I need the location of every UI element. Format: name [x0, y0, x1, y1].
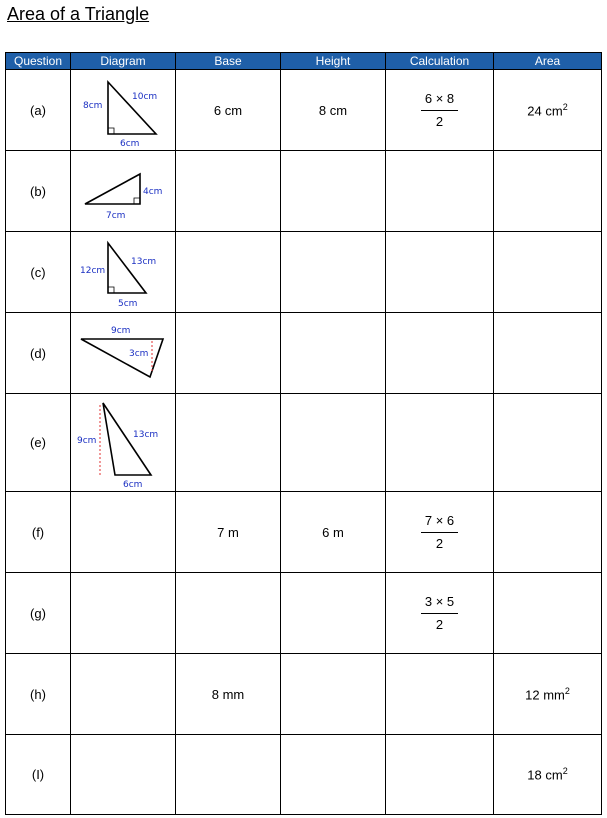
triangle-diagram — [73, 72, 173, 148]
table-row — [6, 70, 602, 151]
calculation-cell — [386, 232, 494, 313]
header-area: Area — [494, 53, 602, 70]
area-cell — [494, 313, 602, 394]
table-row — [6, 394, 602, 492]
side-label: 13cm — [131, 257, 157, 267]
side-label: 10cm — [132, 92, 158, 102]
diagram-cell — [71, 232, 176, 313]
area-exponent: 2 — [562, 766, 568, 777]
page-title: Area of a Triangle — [7, 4, 150, 24]
diagram-cell — [71, 573, 176, 654]
table-row — [6, 573, 602, 654]
table-row — [6, 313, 602, 394]
diagram-cell — [71, 492, 176, 573]
side-label: 5cm — [118, 299, 138, 309]
base-cell — [176, 313, 281, 394]
fraction — [421, 90, 458, 131]
height-cell — [281, 735, 386, 815]
calculation-cell — [386, 573, 494, 654]
area-cell — [494, 573, 602, 654]
calculation-cell — [386, 394, 494, 492]
question-label: (g) — [6, 573, 71, 654]
area-value: 12 mm — [525, 687, 565, 703]
triangle-diagram — [73, 395, 173, 491]
denominator: 2 — [435, 535, 444, 551]
denominator: 2 — [435, 113, 444, 129]
table-row — [6, 654, 602, 735]
denominator: 2 — [435, 616, 444, 632]
header-row — [6, 53, 602, 70]
table-row — [6, 492, 602, 573]
height-cell: 6 m — [281, 492, 386, 573]
question-label: (c) — [6, 232, 71, 313]
table-row — [6, 151, 602, 232]
numerator: 3 × 5 — [421, 593, 458, 614]
area-cell — [494, 654, 602, 735]
triangle-diagram — [73, 315, 173, 391]
side-label: 7cm — [106, 211, 126, 221]
question-label: (f) — [6, 492, 71, 573]
calculation-cell — [386, 654, 494, 735]
numerator: 6 × 8 — [421, 90, 458, 111]
area-value: 18 cm — [527, 767, 563, 783]
side-label: 6cm — [123, 479, 143, 490]
side-label: 8cm — [83, 101, 103, 111]
diagram-cell — [71, 394, 176, 492]
area-cell — [494, 394, 602, 492]
side-label: 3cm — [129, 349, 149, 359]
area-exponent: 2 — [562, 101, 568, 112]
diagram-cell — [71, 151, 176, 232]
table-row — [6, 735, 602, 815]
base-cell: 7 m — [176, 492, 281, 573]
height-cell — [281, 394, 386, 492]
side-label: 4cm — [143, 187, 163, 197]
question-label: (e) — [6, 394, 71, 492]
area-exponent: 2 — [564, 685, 570, 696]
calculation-cell — [386, 70, 494, 151]
numerator: 7 × 6 — [421, 512, 458, 533]
height-cell — [281, 151, 386, 232]
diagram-cell — [71, 654, 176, 735]
diagram-cell — [71, 313, 176, 394]
base-cell: 8 mm — [176, 654, 281, 735]
question-label: (d) — [6, 313, 71, 394]
area-cell — [494, 492, 602, 573]
triangle-diagram — [73, 156, 173, 226]
side-label: 6cm — [120, 139, 140, 148]
side-label: 13cm — [133, 429, 159, 440]
area-cell — [494, 70, 602, 151]
fraction — [421, 593, 458, 634]
base-cell — [176, 573, 281, 654]
header-base: Base — [176, 53, 281, 70]
calculation-cell — [386, 735, 494, 815]
base-cell — [176, 394, 281, 492]
header-calculation: Calculation — [386, 53, 494, 70]
base-cell — [176, 735, 281, 815]
fraction — [421, 512, 458, 553]
diagram-cell — [71, 70, 176, 151]
triangle-diagram — [73, 235, 173, 309]
height-cell — [281, 573, 386, 654]
calculation-cell — [386, 492, 494, 573]
side-label: 9cm — [77, 435, 97, 446]
area-cell — [494, 232, 602, 313]
area-value: 24 cm — [527, 103, 563, 119]
height-cell: 8 cm — [281, 70, 386, 151]
header-height: Height — [281, 53, 386, 70]
height-cell — [281, 654, 386, 735]
question-label: (b) — [6, 151, 71, 232]
diagram-cell — [71, 735, 176, 815]
calculation-cell — [386, 313, 494, 394]
height-cell — [281, 232, 386, 313]
area-table — [5, 52, 602, 815]
side-label: 9cm — [111, 326, 131, 336]
area-cell — [494, 151, 602, 232]
side-label: 12cm — [80, 266, 106, 276]
question-label: (a) — [6, 70, 71, 151]
area-cell — [494, 735, 602, 815]
header-diagram: Diagram — [71, 53, 176, 70]
question-label: (I) — [6, 735, 71, 815]
table-row — [6, 232, 602, 313]
question-label: (h) — [6, 654, 71, 735]
header-question: Question — [6, 53, 71, 70]
calculation-cell — [386, 151, 494, 232]
base-cell — [176, 151, 281, 232]
base-cell: 6 cm — [176, 70, 281, 151]
base-cell — [176, 232, 281, 313]
height-cell — [281, 313, 386, 394]
